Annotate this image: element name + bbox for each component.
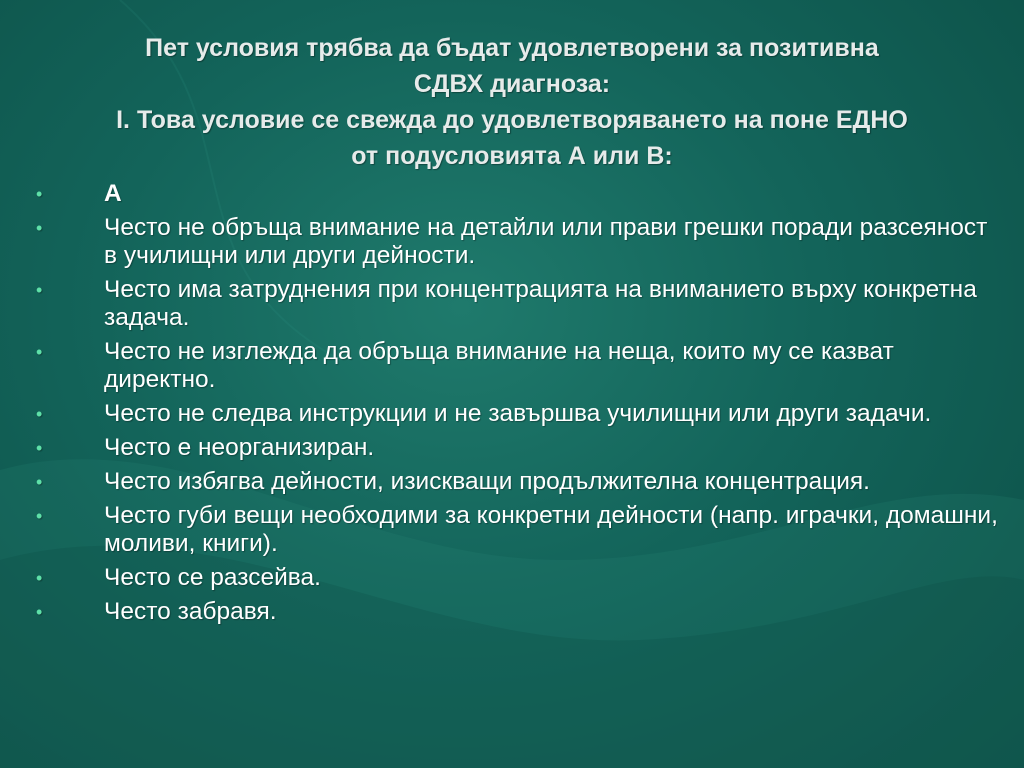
list-item-text: Често забравя. [104, 598, 277, 625]
list-item [30, 468, 1000, 496]
list-item-text: А [104, 180, 122, 207]
bullet-icon: • [36, 342, 43, 362]
bullet-icon: • [36, 506, 43, 526]
list-item [30, 400, 1000, 428]
list-item-text: Често е неорганизиран. [104, 434, 375, 461]
bullet-icon: • [36, 404, 43, 424]
bullet-icon: • [36, 472, 43, 492]
title-line: СДВХ диагноза: [413, 70, 611, 98]
list-item [30, 598, 1000, 626]
list-item [30, 180, 1000, 208]
list-item [30, 564, 1000, 592]
list-item [30, 276, 1000, 332]
list-item [30, 338, 1000, 394]
bullet-icon: • [36, 568, 43, 588]
bullet-icon: • [36, 602, 43, 622]
list-item-text: Често се разсейва. [104, 564, 321, 591]
list-item-text: Често не обръща внимание на детайли или прави грешки поради разсеяност в училищни или други дейности. [104, 214, 988, 269]
title-line: Пет условия трябва да бъдат удовлетворени за позитивна [145, 34, 879, 62]
bullet-icon: • [36, 184, 43, 204]
list-item [30, 502, 1000, 558]
list-item [30, 214, 1000, 270]
title-line: от подусловията А или В: [351, 142, 673, 170]
list-item-text: Често не изглежда да обръща внимание на неща, които му се казват директно. [104, 338, 894, 393]
list-item-text: Често губи вещи необходими за конкретни дейности (напр. играчки, домашни, моливи, книги). [104, 502, 998, 557]
bullet-icon: • [36, 218, 43, 238]
list-item [30, 434, 1000, 462]
title-line: I. Това условие се свежда до удовлетворяването на поне ЕДНО [116, 106, 908, 134]
list-item-text: Често избягва дейности, изискващи продължителна концентрация. [104, 468, 870, 495]
bullet-list [30, 180, 1000, 632]
bullet-icon: • [36, 438, 43, 458]
bullet-icon: • [36, 280, 43, 300]
slide-title [40, 30, 984, 174]
list-item-text: Често не следва инструкции и не завършва училищни или други задачи. [104, 400, 932, 427]
list-item-text: Често има затруднения при концентрацията на вниманието върху конкретна задача. [104, 276, 977, 331]
